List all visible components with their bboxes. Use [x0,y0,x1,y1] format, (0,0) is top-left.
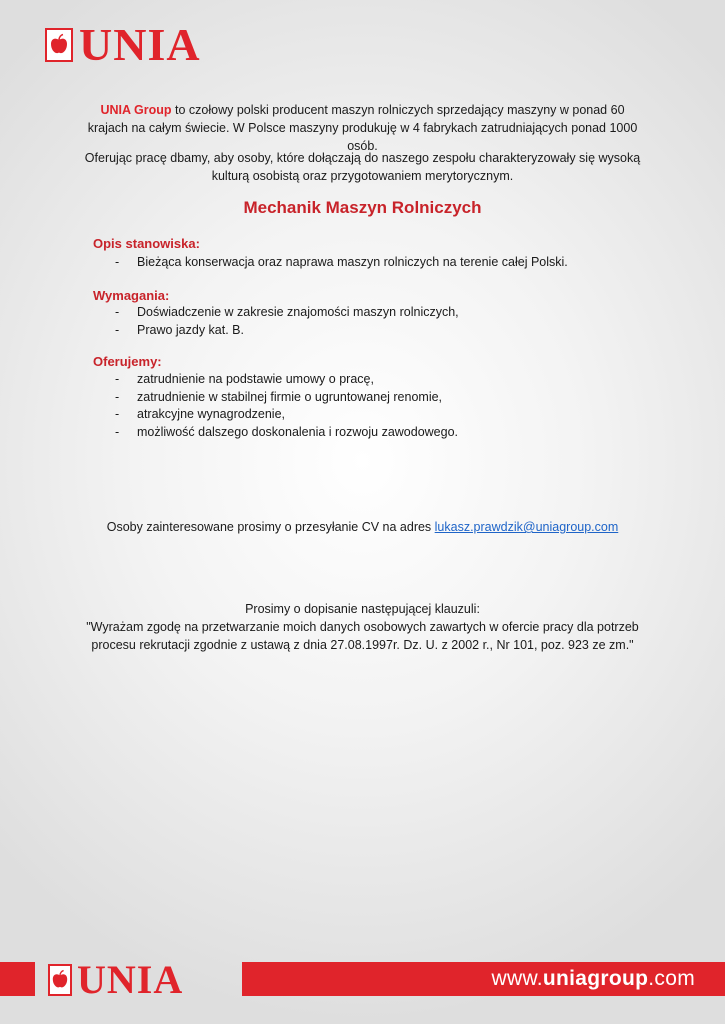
section-heading-offer: Oferujemy: [93,354,162,369]
email-link[interactable]: lukasz.prawdzik@uniagroup.com [434,520,619,534]
apple-icon [48,964,72,996]
footer-accent-left [0,962,35,996]
header-logo [45,19,201,70]
list-item: - możliwość dalszego doskonalenia i rozwoju zawodowego. [115,424,459,439]
list-item: - Prawo jazdy kat. B. [115,322,244,337]
website-link[interactable]: www.uniagroup.com [491,967,695,990]
section-heading-requirements: Wymagania: [93,288,170,303]
list-item: - Doświadczenie w zakresie znajomości maszyn rolniczych, [115,305,459,319]
contact-text: Osoby zainteresowane prosimy o przesyłanie CV na adres [106,520,435,534]
clause-intro: Prosimy o dopisanie następującej klauzuli: [245,602,480,616]
footer-accent-right [242,962,725,996]
section-heading-description: Opis stanowiska: [93,236,200,251]
clause-block [80,600,645,654]
job-title: Mechanik Maszyn Rolniczych [243,198,482,217]
list-item: - zatrudnienie w stabilnej firmie o ugruntowanej renomie, [115,389,443,404]
footer-logo [48,957,184,1002]
description-list [115,254,568,272]
intro-text: to czołowy polski producent maszyn rolniczych sprzedający maszyny w ponad 60 krajach na całym świecie. W Polsce maszyny produkuję w 4 fabrykach zatrudniających ponad 1000 osób. [87,103,638,153]
contact-line [0,520,725,534]
logo-text: UNIA [77,957,184,1002]
list-item: - Bieżąca konserwacja oraz naprawa maszyn rolniczych na terenie całej Polski. [115,255,568,269]
list-item: - zatrudnienie na podstawie umowy o pracę, [115,372,374,386]
list-item: - atrakcyjne wynagrodzenie, [115,407,285,421]
offer-list [115,371,458,441]
offer-intro-paragraph: Oferując pracę dbamy, aby osoby, które dołączają do naszego zespołu charakteryzowały się wysoką kulturą osobistą oraz przygotowaniem merytorycznym. [84,151,641,183]
clause-text: "Wyrażam zgodę na przetwarzanie moich danych osobowych zawartych w ofercie pracy dla potrzeb procesu rekrutacji zgodnie z ustawą z dnia 27.08.1997r. Dz. U. z 2002 r., Nr 101, poz. 923 ze zm." [86,620,639,652]
company-name: UNIA Group [100,103,172,117]
logo-text: UNIA [79,19,201,70]
requirements-list [115,304,459,339]
apple-icon [45,28,73,62]
intro-paragraph [80,101,645,155]
